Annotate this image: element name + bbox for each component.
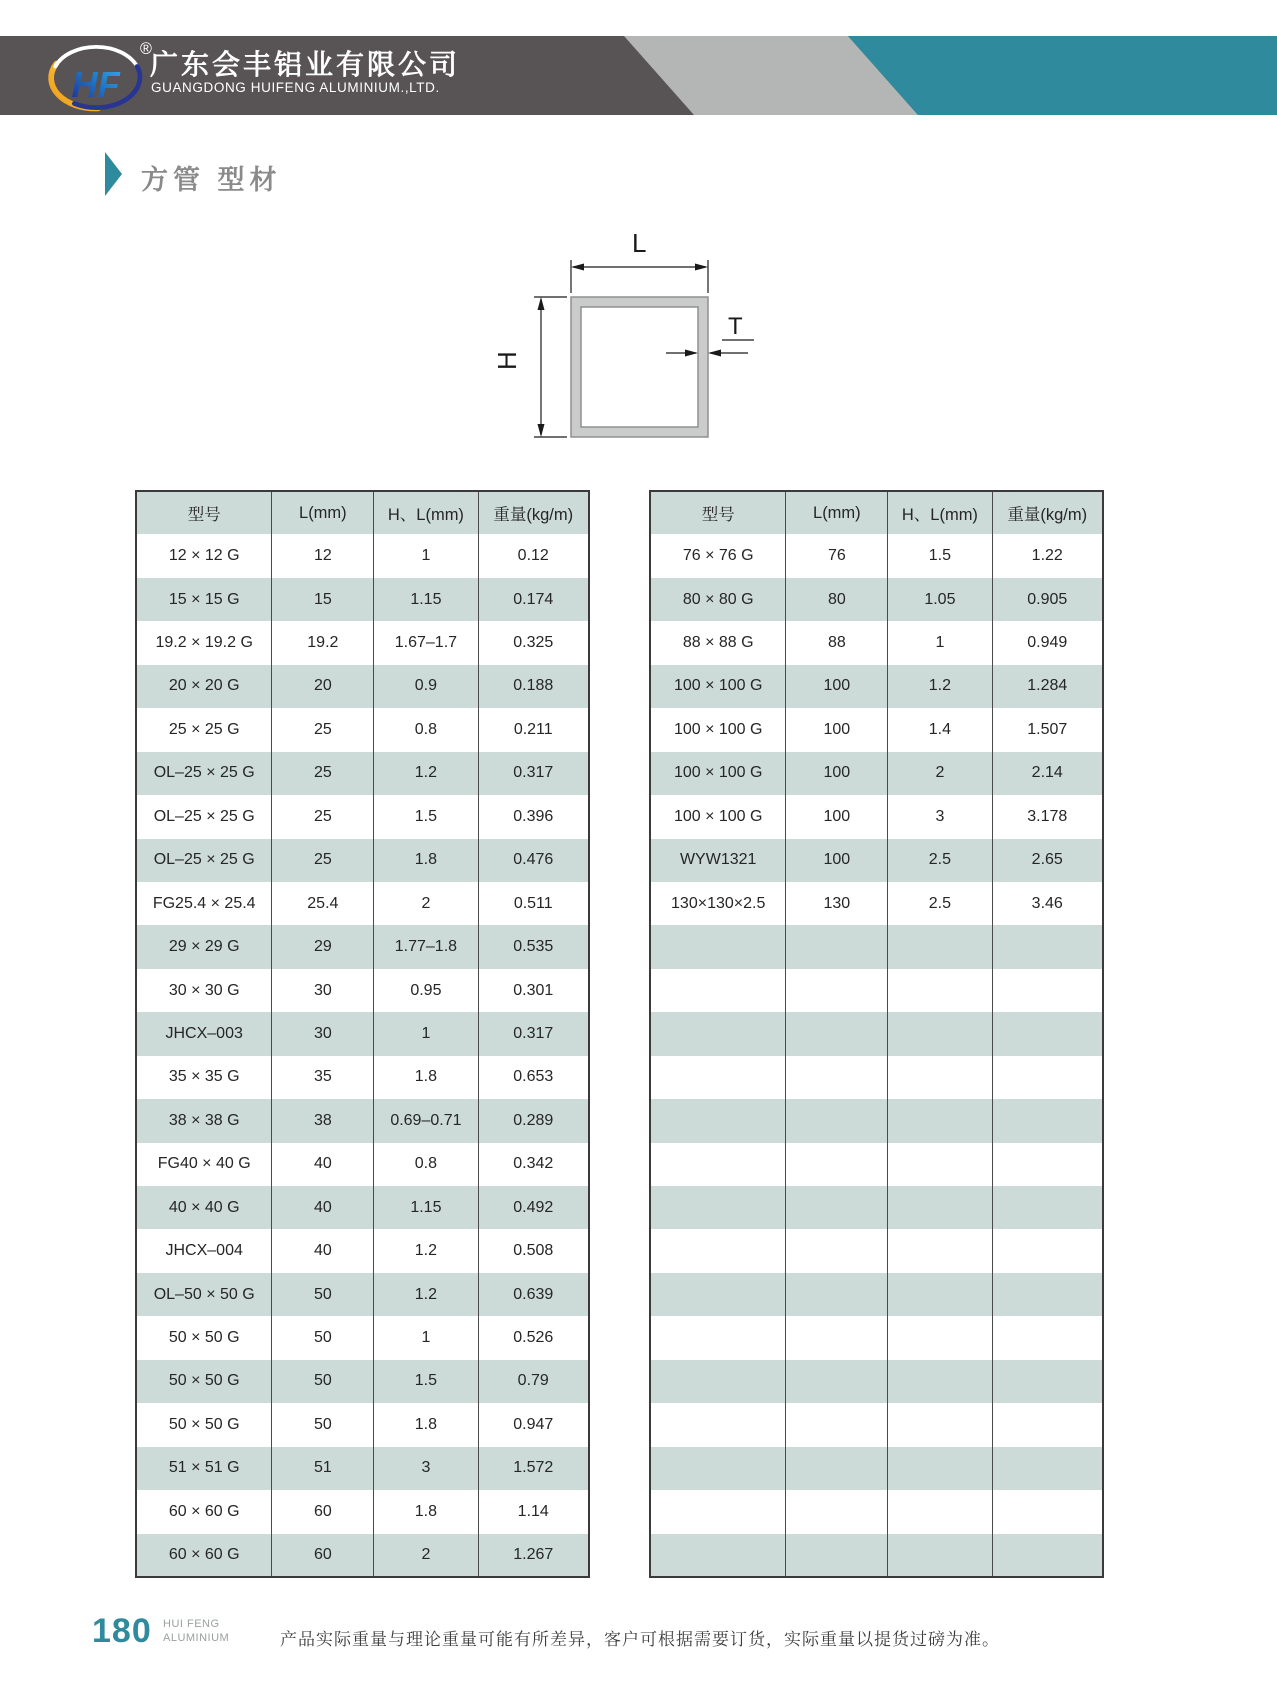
table-cell: 1.15 xyxy=(374,578,478,621)
table-cell xyxy=(650,1186,786,1229)
table-cell: 60 × 60 G xyxy=(168,1545,240,1563)
table-row xyxy=(136,1403,589,1446)
column-header: 型号 xyxy=(701,506,735,525)
table-cell: 100 xyxy=(786,665,888,708)
table-cell: 0.79 xyxy=(478,1360,589,1403)
table-cell: WYW1321 xyxy=(679,851,757,869)
table-cell xyxy=(650,1447,786,1490)
table-cell: 1.4 xyxy=(888,708,992,751)
table-row xyxy=(136,1012,589,1055)
table-cell: 0.342 xyxy=(478,1143,589,1186)
table-cell: 1 xyxy=(374,1012,478,1055)
column-header: 重量(kg/m) xyxy=(478,491,589,534)
table-cell xyxy=(888,1143,992,1186)
table-cell: 1 xyxy=(374,534,478,577)
table-cell: 76 xyxy=(786,534,888,577)
company-logo xyxy=(38,37,164,115)
table-cell: 51 × 51 G xyxy=(168,1459,240,1477)
table-row xyxy=(650,752,1103,795)
column-header: 重量(kg/m) xyxy=(992,491,1103,534)
table-cell: 0.317 xyxy=(478,1012,589,1055)
page-number: 180 xyxy=(92,1612,152,1650)
table-cell: JHCX–004 xyxy=(165,1242,243,1260)
table-cell: 2.5 xyxy=(888,839,992,882)
table-cell: 1 xyxy=(374,1316,478,1359)
table-header xyxy=(136,491,589,534)
section-title: 方管 型材 xyxy=(141,165,282,195)
table-row xyxy=(650,882,1103,925)
table-row xyxy=(136,1447,589,1490)
table-cell xyxy=(786,1186,888,1229)
table-cell: OL–25 × 25 G xyxy=(153,764,255,782)
table-row xyxy=(650,1316,1103,1359)
table-cell: 88 xyxy=(786,621,888,664)
registered-mark: ® xyxy=(140,40,152,59)
dimension-label-t: T xyxy=(728,313,743,340)
table-cell xyxy=(650,1273,786,1316)
table-cell: 25.4 xyxy=(272,882,374,925)
table-cell xyxy=(992,1186,1103,1229)
table-cell: 60 xyxy=(272,1534,374,1577)
table-cell: 1.14 xyxy=(478,1490,589,1533)
table-cell: 80 × 80 G xyxy=(682,590,754,608)
table-row xyxy=(136,578,589,621)
table-cell xyxy=(888,1186,992,1229)
table-cell: 1.8 xyxy=(374,1490,478,1533)
table-cell: 0.949 xyxy=(992,621,1103,664)
logo-hf-text: HF xyxy=(71,63,120,105)
table-row xyxy=(136,708,589,751)
table-cell xyxy=(992,1534,1103,1577)
table-cell: 12 xyxy=(272,534,374,577)
table-cell: OL–25 × 25 G xyxy=(153,807,255,825)
table-cell xyxy=(888,1012,992,1055)
table-cell: 2 xyxy=(374,1534,478,1577)
table-row xyxy=(136,1316,589,1359)
table-cell xyxy=(888,1447,992,1490)
table-row xyxy=(650,1012,1103,1055)
table-cell xyxy=(992,1273,1103,1316)
table-row xyxy=(136,1360,589,1403)
table-row xyxy=(650,925,1103,968)
company-name-cn: 广东会丰铝业有限公司 xyxy=(150,49,461,80)
table-cell: 0.188 xyxy=(478,665,589,708)
table-row xyxy=(650,969,1103,1012)
dimension-label-l: L xyxy=(632,228,647,258)
table-cell: 50 xyxy=(272,1273,374,1316)
table-cell xyxy=(650,1012,786,1055)
table-cell: 1.507 xyxy=(992,708,1103,751)
table-row xyxy=(650,1229,1103,1272)
footer-note: 产品实际重量与理论重量可能有所差异，客户可根据需要订货，实际重量以提货过磅为准。 xyxy=(280,1630,1000,1649)
table-cell: 1.77–1.8 xyxy=(374,925,478,968)
table-cell xyxy=(888,1534,992,1577)
table-cell xyxy=(992,1229,1103,1272)
table-cell: FG40 × 40 G xyxy=(157,1155,251,1173)
table-cell: 51 xyxy=(272,1447,374,1490)
table-cell xyxy=(992,1403,1103,1446)
table-cell: 130 xyxy=(786,882,888,925)
table-row xyxy=(136,839,589,882)
table-row xyxy=(136,621,589,664)
table-cell: 35 × 35 G xyxy=(168,1068,240,1086)
table-cell: 25 xyxy=(272,752,374,795)
table-cell: 0.639 xyxy=(478,1273,589,1316)
footer-brand-line2: ALUMINIUM xyxy=(163,1631,230,1644)
table-cell xyxy=(650,1490,786,1533)
table-cell xyxy=(888,1490,992,1533)
table-cell: 15 xyxy=(272,578,374,621)
table-cell xyxy=(650,1143,786,1186)
table-cell: 0.526 xyxy=(478,1316,589,1359)
table-cell xyxy=(992,1316,1103,1359)
column-header: L(mm) xyxy=(272,491,374,534)
table-cell: 35 xyxy=(272,1056,374,1099)
table-cell: 29 × 29 G xyxy=(168,938,240,956)
table-cell: 60 xyxy=(272,1490,374,1533)
table-cell: 0.174 xyxy=(478,578,589,621)
table-cell: 100 × 100 G xyxy=(673,807,763,825)
table-cell: 88 × 88 G xyxy=(682,634,754,652)
table-cell: 1.2 xyxy=(374,1229,478,1272)
table-cell: 0.301 xyxy=(478,969,589,1012)
table-cell: 50 × 50 G xyxy=(168,1329,240,1347)
table-cell: 0.95 xyxy=(374,969,478,1012)
table-cell: 0.8 xyxy=(374,1143,478,1186)
table-row xyxy=(650,795,1103,838)
table-cell: 0.508 xyxy=(478,1229,589,1272)
table-cell: 76 × 76 G xyxy=(682,547,754,565)
table-row xyxy=(650,665,1103,708)
table-cell xyxy=(888,1099,992,1142)
table-row xyxy=(650,1360,1103,1403)
table-cell: 0.492 xyxy=(478,1186,589,1229)
table-cell xyxy=(888,1360,992,1403)
table-cell: 0.476 xyxy=(478,839,589,882)
table-cell xyxy=(992,1447,1103,1490)
table-cell: 1 xyxy=(888,621,992,664)
table-cell: 1.572 xyxy=(478,1447,589,1490)
table-cell: 25 × 25 G xyxy=(168,720,240,738)
table-cell: 0.289 xyxy=(478,1099,589,1142)
table-cell xyxy=(992,1012,1103,1055)
dimension-label-h: H xyxy=(492,351,522,370)
table-cell xyxy=(786,1403,888,1446)
table-cell xyxy=(650,1316,786,1359)
table-cell xyxy=(888,1229,992,1272)
table-body xyxy=(136,534,589,1577)
table-cell: 130×130×2.5 xyxy=(671,894,766,912)
table-cell: 0.69–0.71 xyxy=(374,1099,478,1142)
table-cell: 50 xyxy=(272,1403,374,1446)
table-cell xyxy=(786,1447,888,1490)
table-row xyxy=(650,621,1103,664)
table-cell: 0.325 xyxy=(478,621,589,664)
profile-table-left xyxy=(135,490,590,1578)
table-cell xyxy=(650,925,786,968)
table-row xyxy=(650,1186,1103,1229)
table-cell: 50 × 50 G xyxy=(168,1372,240,1390)
table-cell: OL–50 × 50 G xyxy=(153,1285,255,1303)
table-cell xyxy=(786,1534,888,1577)
table-cell: 38 xyxy=(272,1099,374,1142)
table-cell: 2 xyxy=(888,752,992,795)
table-cell: 0.396 xyxy=(478,795,589,838)
table-cell: 0.947 xyxy=(478,1403,589,1446)
table-cell: 15 × 15 G xyxy=(168,590,240,608)
table-row xyxy=(136,1273,589,1316)
table-row xyxy=(136,665,589,708)
column-header: H、L(mm) xyxy=(888,491,992,534)
table-cell xyxy=(888,1273,992,1316)
table-cell: 1.05 xyxy=(888,578,992,621)
table-cell: 0.535 xyxy=(478,925,589,968)
table-cell: 30 xyxy=(272,969,374,1012)
table-row xyxy=(650,1056,1103,1099)
table-cell xyxy=(888,1316,992,1359)
table-cell: 30 × 30 G xyxy=(168,981,240,999)
table-cell: 1.2 xyxy=(374,752,478,795)
table-row xyxy=(136,534,589,577)
profile-table-right xyxy=(649,490,1104,1578)
table-cell: 1.284 xyxy=(992,665,1103,708)
table-row xyxy=(136,1490,589,1533)
table-cell: FG25.4 × 25.4 xyxy=(152,894,256,912)
table-cell: 20 xyxy=(272,665,374,708)
table-cell xyxy=(786,1273,888,1316)
header-banner xyxy=(0,36,1277,115)
table-cell xyxy=(992,1360,1103,1403)
table-row xyxy=(650,1403,1103,1446)
table-cell: 80 xyxy=(786,578,888,621)
table-cell xyxy=(786,1229,888,1272)
table-row xyxy=(650,1273,1103,1316)
table-cell xyxy=(650,1099,786,1142)
table-cell: 0.653 xyxy=(478,1056,589,1099)
footer-brand-line1: HUI FENG xyxy=(163,1618,220,1630)
table-row xyxy=(136,1534,589,1577)
table-cell xyxy=(786,1056,888,1099)
table-cell xyxy=(992,1056,1103,1099)
table-cell: 40 × 40 G xyxy=(168,1198,240,1216)
table-cell xyxy=(888,925,992,968)
table-row xyxy=(650,1099,1103,1142)
table-cell: 1.267 xyxy=(478,1534,589,1577)
table-cell xyxy=(650,1360,786,1403)
table-cell: 25 xyxy=(272,708,374,751)
table-cell xyxy=(786,925,888,968)
table-row xyxy=(136,1143,589,1186)
table-row xyxy=(650,1490,1103,1533)
table-cell xyxy=(992,925,1103,968)
column-header: H、L(mm) xyxy=(374,491,478,534)
table-cell xyxy=(992,1099,1103,1142)
table-cell: 100 xyxy=(786,708,888,751)
table-cell: 1.67–1.7 xyxy=(374,621,478,664)
table-cell: 3 xyxy=(888,795,992,838)
table-cell: 100 × 100 G xyxy=(673,764,763,782)
table-cell: 1.8 xyxy=(374,1403,478,1446)
table-row xyxy=(650,1143,1103,1186)
table-cell: 50 xyxy=(272,1360,374,1403)
table-header-row xyxy=(650,491,1103,534)
table-row xyxy=(136,752,589,795)
table-row xyxy=(136,882,589,925)
table-cell: 38 × 38 G xyxy=(168,1111,240,1129)
table-row xyxy=(650,839,1103,882)
table-cell: JHCX–003 xyxy=(165,1024,243,1042)
table-cell xyxy=(786,1012,888,1055)
table-cell xyxy=(786,969,888,1012)
table-cell: 40 xyxy=(272,1186,374,1229)
table-cell: 3.46 xyxy=(992,882,1103,925)
table-cell xyxy=(786,1490,888,1533)
table-cell: 1.8 xyxy=(374,1056,478,1099)
table-cell: 0.211 xyxy=(478,708,589,751)
column-header: L(mm) xyxy=(786,491,888,534)
table-cell: 100 × 100 G xyxy=(673,720,763,738)
table-row xyxy=(650,578,1103,621)
table-row xyxy=(136,1229,589,1272)
table-row xyxy=(136,925,589,968)
tube-inner-square xyxy=(581,307,698,427)
table-cell xyxy=(888,1403,992,1446)
section-arrow-icon xyxy=(105,152,122,196)
table-cell xyxy=(888,969,992,1012)
table-cell: 1.2 xyxy=(888,665,992,708)
table-cell xyxy=(650,1534,786,1577)
table-cell: 0.511 xyxy=(478,882,589,925)
table-cell xyxy=(992,1490,1103,1533)
table-header-row xyxy=(136,491,589,534)
table-cell: 3 xyxy=(374,1447,478,1490)
table-cell: 19.2 × 19.2 G xyxy=(155,634,253,652)
table-cell: 1.8 xyxy=(374,839,478,882)
table-cell: OL–25 × 25 G xyxy=(153,851,255,869)
table-cell xyxy=(786,1316,888,1359)
table-cell: 100 xyxy=(786,839,888,882)
company-name-en: GUANGDONG HUIFENG ALUMINIUM.,LTD. xyxy=(151,80,440,95)
table-row xyxy=(136,1099,589,1142)
table-cell xyxy=(992,1143,1103,1186)
table-cell: 60 × 60 G xyxy=(168,1502,240,1520)
table-cell: 1.2 xyxy=(374,1273,478,1316)
table-cell: 2.14 xyxy=(992,752,1103,795)
table-cell: 40 xyxy=(272,1143,374,1186)
table-row xyxy=(136,969,589,1012)
table-cell: 1.15 xyxy=(374,1186,478,1229)
table-cell: 0.8 xyxy=(374,708,478,751)
table-cell: 30 xyxy=(272,1012,374,1055)
table-cell: 3.178 xyxy=(992,795,1103,838)
table-cell: 0.9 xyxy=(374,665,478,708)
table-row xyxy=(136,795,589,838)
table-cell xyxy=(786,1099,888,1142)
table-cell xyxy=(650,1056,786,1099)
table-header xyxy=(650,491,1103,534)
table-cell xyxy=(786,1360,888,1403)
table-cell: 2 xyxy=(374,882,478,925)
table-cell: 100 xyxy=(786,752,888,795)
table-cell: 0.12 xyxy=(478,534,589,577)
table-cell: 1.5 xyxy=(374,795,478,838)
table-cell: 19.2 xyxy=(272,621,374,664)
table-cell: 100 × 100 G xyxy=(673,677,763,695)
table-cell: 100 xyxy=(786,795,888,838)
table-row xyxy=(136,1186,589,1229)
table-cell xyxy=(650,969,786,1012)
table-cell xyxy=(650,1229,786,1272)
column-header: 型号 xyxy=(187,506,221,525)
table-row xyxy=(650,1534,1103,1577)
table-row xyxy=(650,708,1103,751)
table-cell: 2.65 xyxy=(992,839,1103,882)
tube-cross-section-diagram xyxy=(438,220,802,452)
table-cell xyxy=(888,1056,992,1099)
table-cell xyxy=(786,1143,888,1186)
table-cell xyxy=(650,1403,786,1446)
table-cell: 29 xyxy=(272,925,374,968)
table-cell: 25 xyxy=(272,839,374,882)
table-cell: 20 × 20 G xyxy=(168,677,240,695)
table-cell: 0.905 xyxy=(992,578,1103,621)
table-cell: 1.5 xyxy=(374,1360,478,1403)
table-cell: 12 × 12 G xyxy=(168,547,240,565)
table-row xyxy=(650,534,1103,577)
table-cell: 2.5 xyxy=(888,882,992,925)
table-cell: 0.317 xyxy=(478,752,589,795)
table-body xyxy=(650,534,1103,1577)
table-cell xyxy=(992,969,1103,1012)
table-cell: 1.22 xyxy=(992,534,1103,577)
table-cell: 50 × 50 G xyxy=(168,1415,240,1433)
table-row xyxy=(650,1447,1103,1490)
table-row xyxy=(136,1056,589,1099)
table-cell: 50 xyxy=(272,1316,374,1359)
table-cell: 40 xyxy=(272,1229,374,1272)
table-cell: 1.5 xyxy=(888,534,992,577)
table-cell: 25 xyxy=(272,795,374,838)
